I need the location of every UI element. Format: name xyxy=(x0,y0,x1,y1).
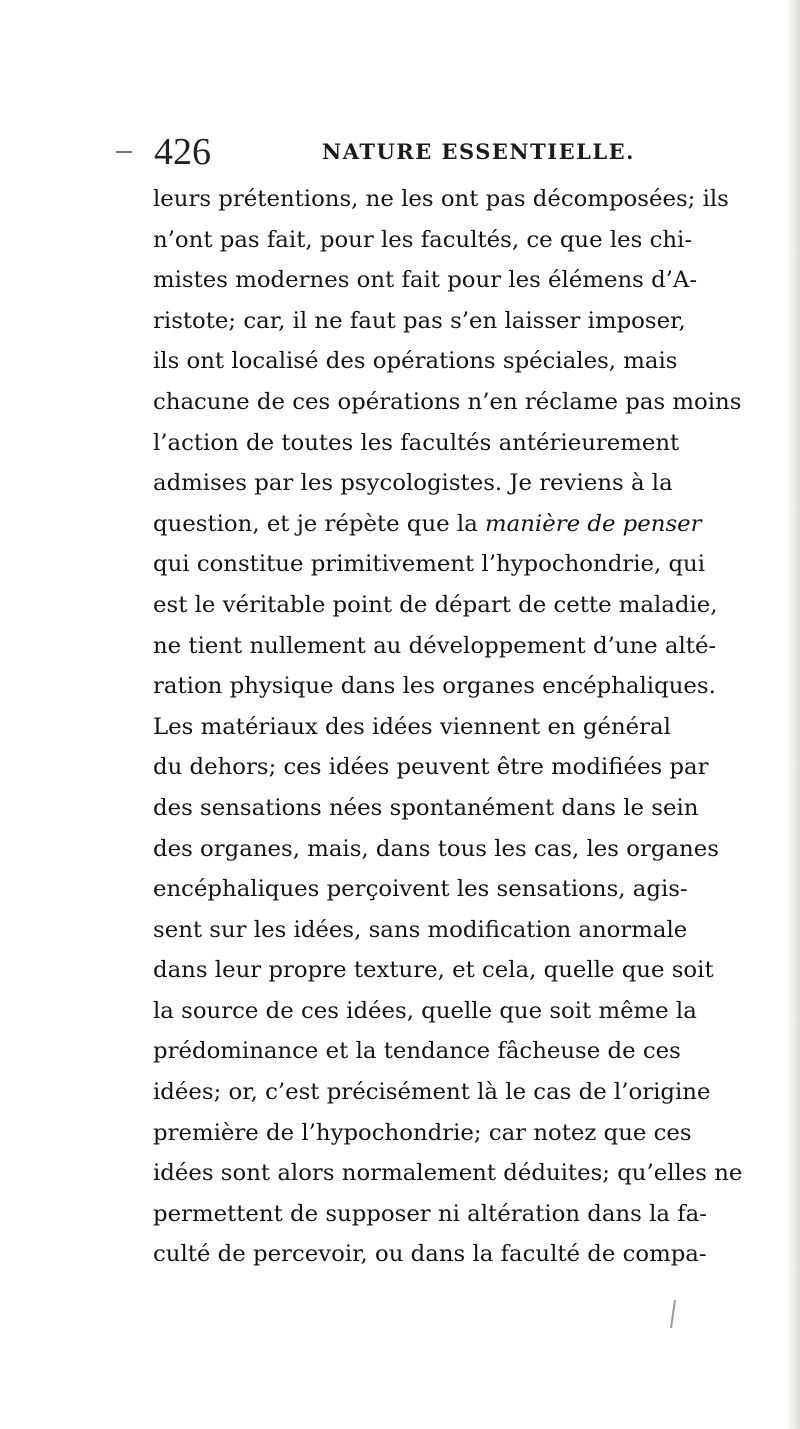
text-line: ristote; car, il ne faut pas s’en laisser imposer, xyxy=(153,307,686,334)
text-line: idées; or, c’est précisément là le cas de l’origine xyxy=(153,1079,711,1106)
text-line: dans leur propre texture, et cela, quelle que soit xyxy=(153,957,714,984)
text-line: sent sur les idées, sans modification anormale xyxy=(153,916,688,943)
text-line: culté de percevoir, ou dans la faculté de compa- xyxy=(153,1241,707,1268)
text-line: l’action de toutes les facultés antérieurement xyxy=(153,429,680,456)
page-header xyxy=(116,128,756,176)
text-line: prédominance et la tendance fâcheuse de ces xyxy=(153,1038,681,1065)
running-title: NATURE ESSENTIELLE. xyxy=(322,139,635,164)
italic-phrase: manière de penser xyxy=(485,510,702,537)
text-line xyxy=(153,504,793,545)
text-line: la source de ces idées, quelle que soit même la xyxy=(153,997,697,1024)
text-line: admises par les psycologistes. Je reviens à la xyxy=(153,470,673,497)
text-line: Les matériaux des idées viennent en général xyxy=(153,713,671,740)
text-line: ils ont localisé des opérations spéciales, mais xyxy=(153,348,678,375)
text-line: est le véritable point de départ de cette maladie, xyxy=(153,591,718,618)
text-line: ration physique dans les organes encéphaliques. xyxy=(153,673,716,700)
text-line: ne tient nullement au développement d’une alté- xyxy=(153,632,717,659)
stray-ink-mark xyxy=(670,1300,676,1328)
page-number: 426 xyxy=(154,131,211,173)
text-line: des sensations nées spontanément dans le sein xyxy=(153,794,699,821)
text-line-start: question, et je répète que la xyxy=(153,510,486,537)
body-text xyxy=(153,179,793,1275)
text-line: leurs prétentions, ne les ont pas décomposées; ils xyxy=(153,186,729,212)
text-line: chacune de ces opérations n’en réclame pas moins xyxy=(153,388,742,415)
text-line: première de l’hypochondrie; car notez que ces xyxy=(153,1119,692,1146)
text-line: encéphaliques perçoivent les sensations, agis- xyxy=(153,876,688,903)
text-line: idées sont alors normalement déduites; qu’elles ne xyxy=(153,1160,743,1187)
text-line: permettent de supposer ni altération dans la fa- xyxy=(153,1200,707,1227)
text-line: qui constitue primitivement l’hypochondrie, qui xyxy=(153,551,706,578)
text-line: n’ont pas fait, pour les facultés, ce que les chi- xyxy=(153,226,693,253)
text-line: des organes, mais, dans tous les cas, les organes xyxy=(153,835,719,862)
text-line: du dehors; ces idées peuvent être modifiées par xyxy=(153,754,709,781)
text-line: mistes modernes ont fait pour les élémens d’A- xyxy=(153,267,698,294)
page-number-dash xyxy=(116,151,132,153)
